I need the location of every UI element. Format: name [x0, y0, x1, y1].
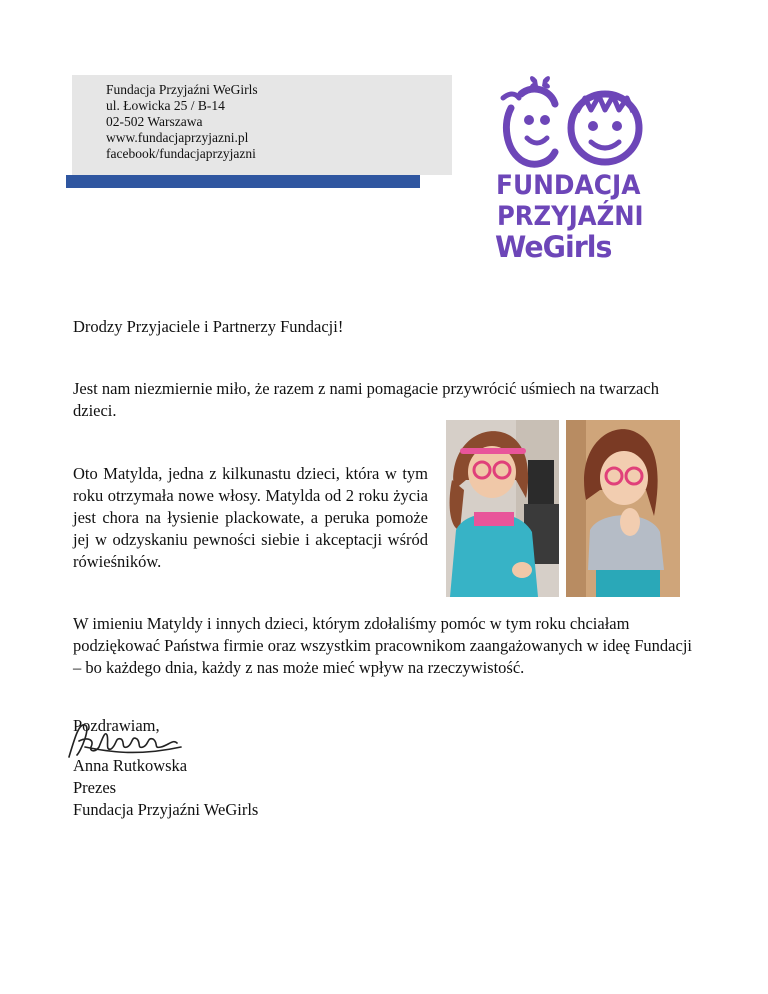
signer-name: Anna Rutkowska	[73, 756, 188, 775]
address-block	[106, 82, 258, 162]
address-line-facebook: facebook/fundacjaprzyjazni	[106, 146, 256, 161]
logo-text-przyjazni: PRZYJAŹNI	[497, 201, 644, 232]
letter-paragraph-1: Jest nam niezmiernie miło, że razem z nami pomagacie przywrócić uśmiech na twarzach dzieci.	[73, 379, 659, 420]
letter-paragraph-3: W imieniu Matyldy i innych dzieci, którym zdołaliśmy pomóc w tym roku chciałam podziękować Państwa firmie oraz wszystkim pracownikom zaangażowanych w ideę Fundacji – bo każdego dnia, każdy z nas może mieć wpływ na rzeczywistość.	[73, 614, 692, 677]
address-line-website: www.fundacjaprzyjazni.pl	[106, 130, 249, 145]
logo-faces-icon	[493, 68, 653, 168]
letter-paragraph-2: Oto Matylda, jedna z kilkunastu dzieci, która w tym roku otrzymała nowe włosy. Matylda od 2 roku życia jest chora na łysienie plackowate, a peruka pomoże jej w odzyskaniu pewności siebie i akceptacji wśród rówieśników.	[73, 464, 428, 571]
signer-organization: Fundacja Przyjaźni WeGirls	[73, 800, 259, 819]
letter-closing: Pozdrawiam,	[73, 716, 160, 735]
photo-matylda-kitchen	[446, 420, 559, 597]
address-line-street: ul. Łowicka 25 / B-14	[106, 98, 225, 113]
letter-greeting: Drodzy Przyjaciele i Partnerzy Fundacji!	[73, 317, 344, 336]
address-accent-bar	[66, 175, 420, 188]
address-line-org: Fundacja Przyjaźni WeGirls	[106, 82, 258, 97]
logo-text-fundacja: FUNDACJA	[496, 170, 641, 201]
photo-matylda-thumbs-up	[566, 420, 680, 597]
logo-text-wegirls: WeGirls	[495, 230, 612, 264]
foundation-logo	[493, 68, 653, 264]
signer-role: Prezes	[73, 778, 117, 797]
address-line-city: 02-502 Warszawa	[106, 114, 203, 129]
